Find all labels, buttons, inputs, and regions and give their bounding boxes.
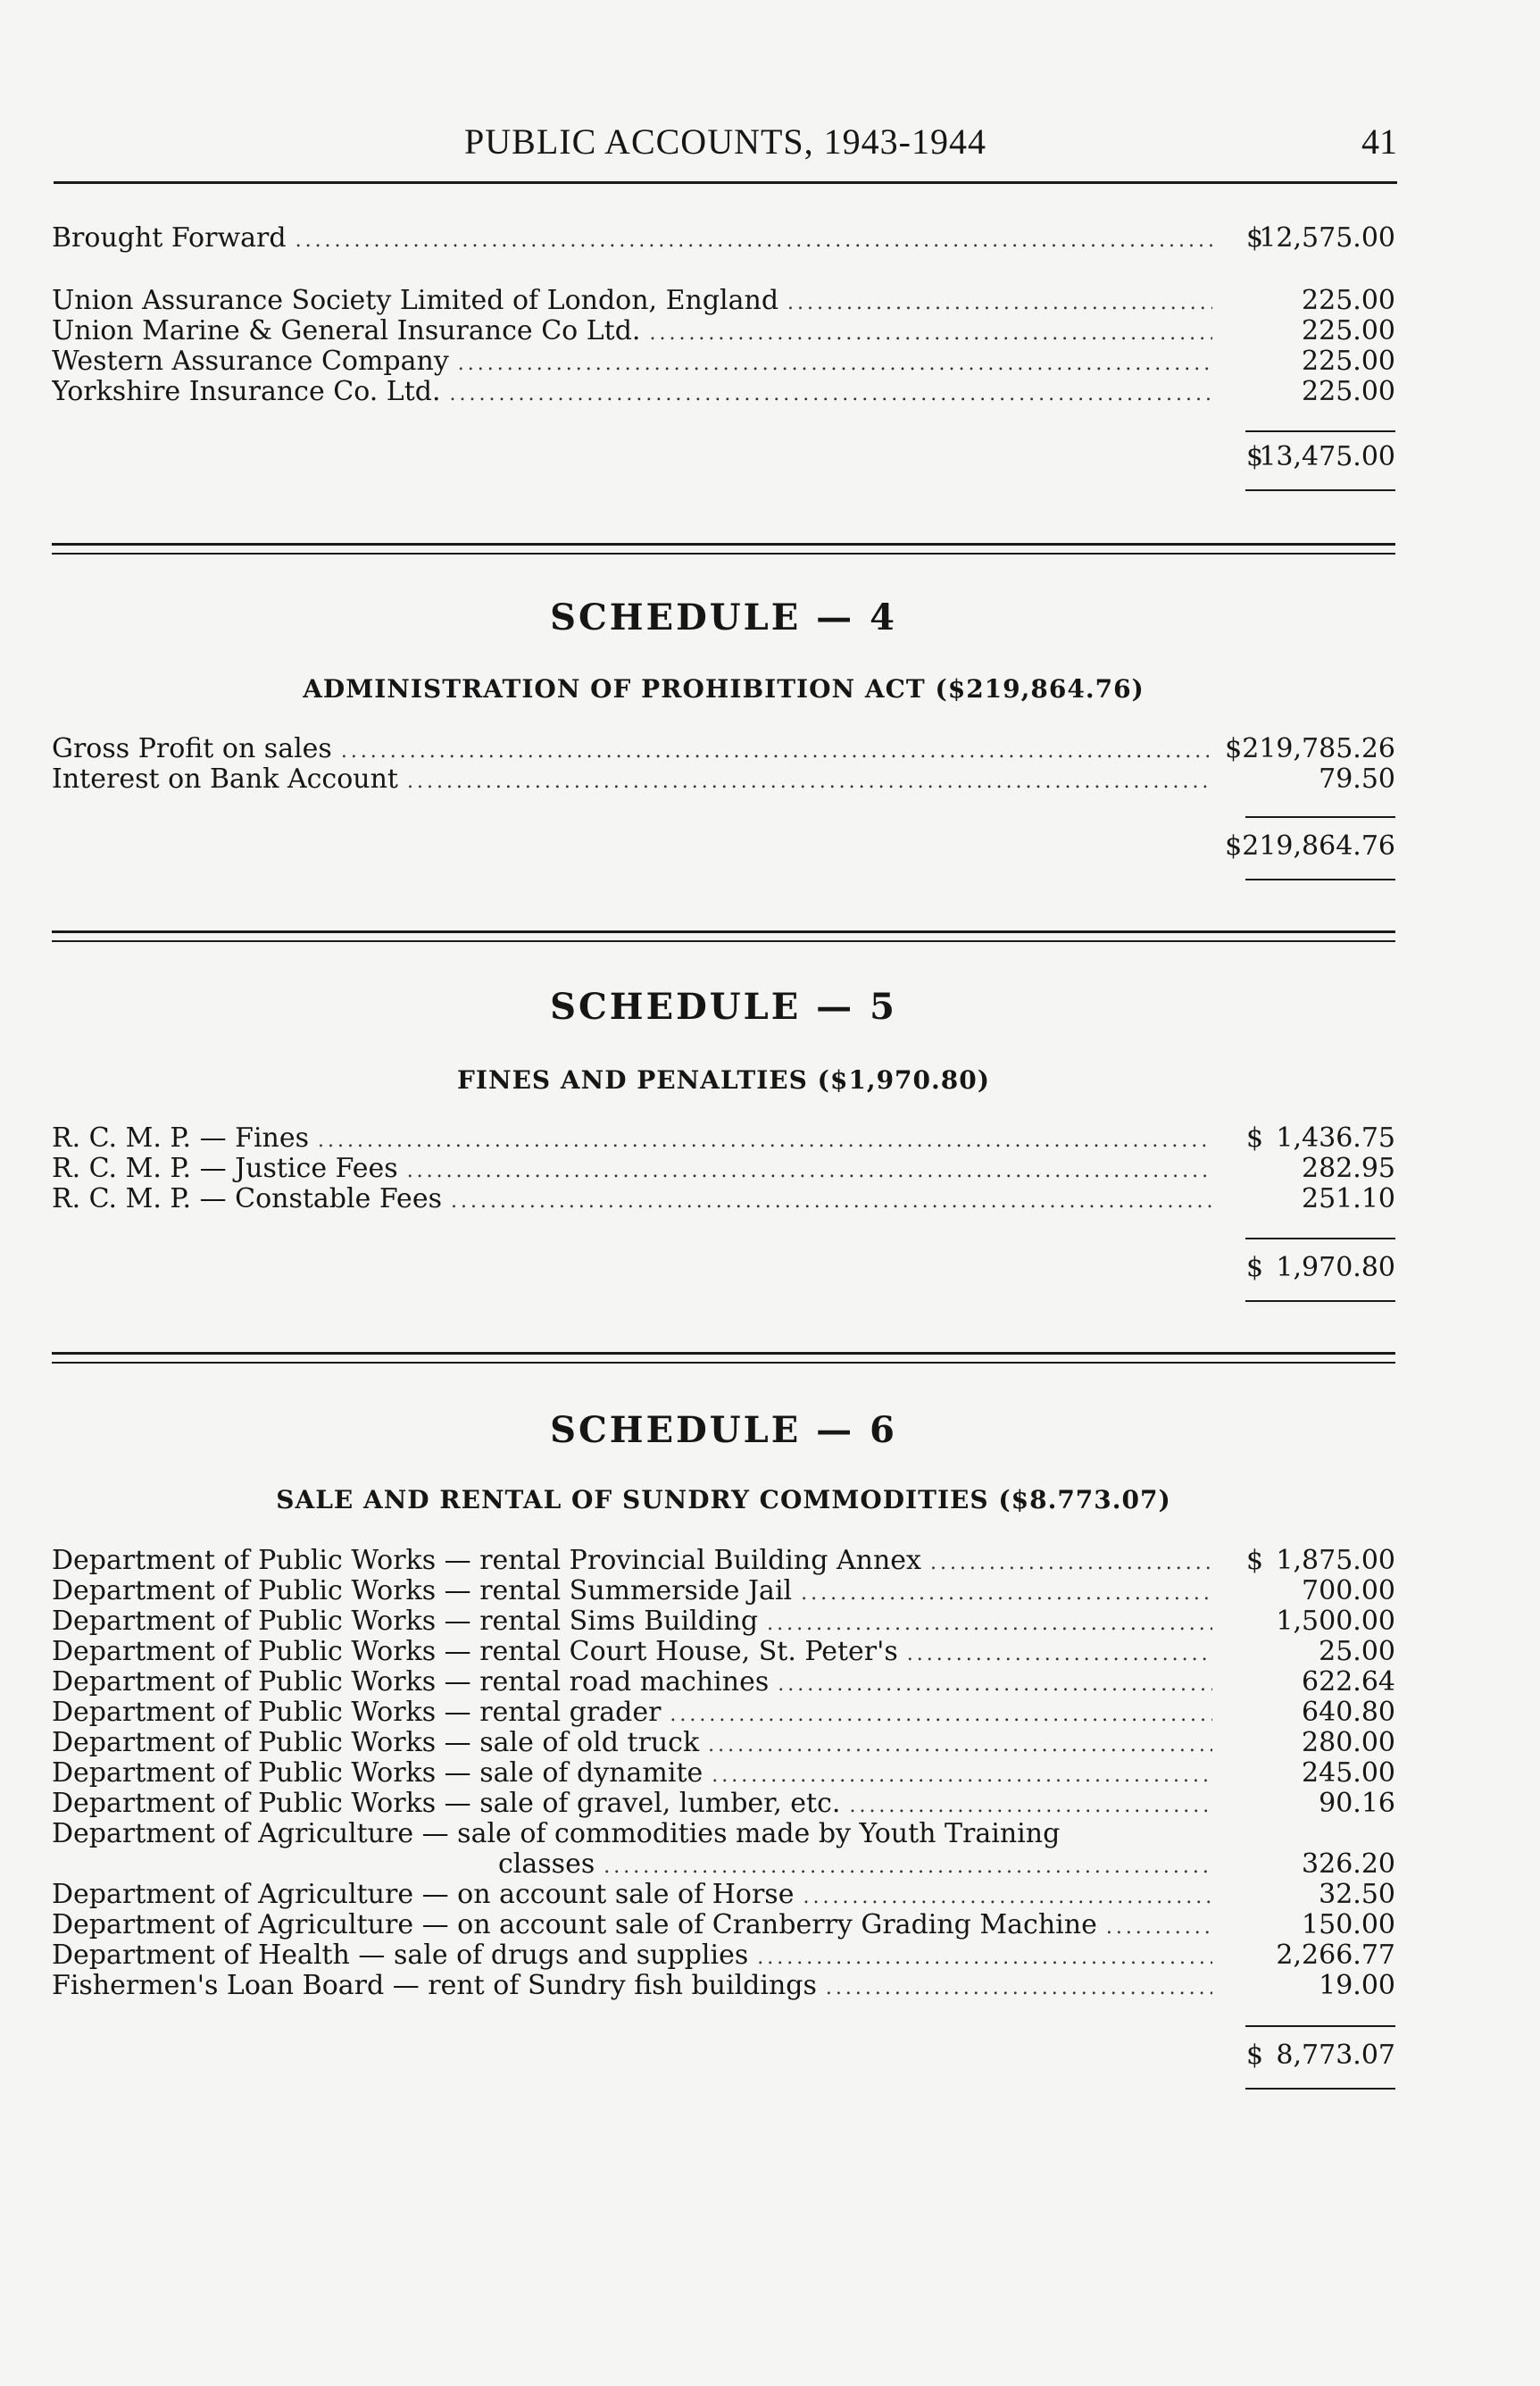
list-item: Department of Health — sale of drugs and supplies ..... 2,266.77 (52, 1940, 1395, 1971)
list-item: Department of Public Works — rental Provincial Building Annex ..... $ 1,875.00 (52, 1546, 1395, 1576)
schedule-6-title: SCHEDULE — 6 (550, 1409, 897, 1451)
list-item: Interest on Bank Account ..... 79.50 (52, 764, 1395, 795)
list-item: Department of Public Works — rental Sims Building ..... 1,500.00 (52, 1606, 1395, 1637)
list-item: Gross Profit on sales ..... $219,785.26 (52, 734, 1395, 764)
page-number: 41 (1361, 121, 1397, 162)
section-divider (52, 543, 1395, 555)
list-item: Yorkshire Insurance Co. Ltd. ..... 225.00 (52, 377, 1395, 407)
total-amount: $219,864.76 (1225, 830, 1395, 862)
list-item: Fishermen's Loan Board — rent of Sundry fish buildings ..... 19.00 (52, 1971, 1395, 2001)
section-divider (52, 1352, 1395, 1364)
schedule-4-total-row (52, 830, 1395, 866)
sum-rule (1245, 1300, 1395, 1302)
brought-forward-label: Brought Forward (52, 223, 287, 254)
brought-forward-row (52, 223, 1395, 254)
list-item: Department of Public Works — rental grader ..... 640.80 (52, 1698, 1395, 1728)
section-divider (52, 930, 1395, 942)
list-item: R. C. M. P. — Justice Fees ..... 282.95 (52, 1154, 1395, 1184)
insurance-items-list (52, 286, 1395, 407)
brought-forward-block (52, 223, 1395, 254)
total-amount: 8,773.07 (1276, 2040, 1395, 2071)
total-amount: 13,475.00 (1259, 441, 1395, 472)
schedule-5-subtitle: FINES AND PENALTIES ($1,970.80) (457, 1065, 990, 1095)
sum-rule (1245, 879, 1395, 880)
schedule-5-total-row: $ 1,970.80 (1246, 1252, 1395, 1283)
list-item: Department of Public Works — sale of dynamite ..... 245.00 (52, 1758, 1395, 1789)
schedule-4-title: SCHEDULE — 4 (550, 596, 897, 638)
schedule-6-subtitle: SALE AND RENTAL OF SUNDRY COMMODITIES ($8.773.07) (276, 1485, 1171, 1514)
list-item: Union Marine & General Insurance Co Ltd. ..... 225.00 (52, 316, 1395, 346)
sum-rule (1245, 430, 1395, 432)
header-rule (54, 181, 1397, 184)
total-amount: 1,970.80 (1276, 1252, 1395, 1283)
list-item: Department of Public Works — sale of old truck ..... 280.00 (52, 1728, 1395, 1758)
schedule-4-subtitle: ADMINISTRATION OF PROHIBITION ACT ($219,864.76) (303, 674, 1145, 704)
page-title: PUBLIC ACCOUNTS, 1943-1944 (464, 121, 986, 162)
list-item: Department of Public Works — rental Summerside Jail ..... 700.00 (52, 1576, 1395, 1606)
list-item: Department of Public Works — rental road machines ..... 622.64 (52, 1667, 1395, 1698)
list-item: Department of Public Works — rental Court House, St. Peter's ..... 25.00 (52, 1637, 1395, 1667)
list-item: Union Assurance Society Limited of London, England ..... 225.00 (52, 286, 1395, 316)
sum-rule (1245, 489, 1395, 491)
schedule-6-total-row: $ 8,773.07 (1246, 2040, 1395, 2071)
schedule-5-title: SCHEDULE — 5 (550, 986, 897, 1028)
currency-sign: $ (1246, 222, 1264, 254)
schedule-5-items (52, 1123, 1395, 1214)
list-item: Western Assurance Company ..... 225.00 (52, 346, 1395, 377)
list-item: R. C. M. P. — Constable Fees ..... 251.10 (52, 1184, 1395, 1214)
schedule-6-items (52, 1546, 1395, 2001)
insurance-total-row: $ 13,475.00 (1246, 441, 1395, 472)
list-item: R. C. M. P. — Fines ..... $ 1,436.75 (52, 1123, 1395, 1154)
list-item: Department of Agriculture — sale of commodities made by Youth Training classes ..... 326.20 (52, 1819, 1395, 1880)
sum-rule (1245, 816, 1395, 818)
page-header (54, 121, 1397, 174)
schedule-4-items (52, 734, 1395, 795)
list-item: Department of Public Works — sale of gravel, lumber, etc. ..... 90.16 (52, 1789, 1395, 1819)
sum-rule (1245, 2088, 1395, 2090)
brought-forward-amount: 12,575.00 (1259, 222, 1395, 254)
sum-rule (1245, 1238, 1395, 1239)
sum-rule (1245, 2025, 1395, 2027)
list-item: Department of Agriculture — on account sale of Horse ..... 32.50 (52, 1880, 1395, 1910)
list-item: Department of Agriculture — on account sale of Cranberry Grading Machine ..... 150.00 (52, 1910, 1395, 1940)
